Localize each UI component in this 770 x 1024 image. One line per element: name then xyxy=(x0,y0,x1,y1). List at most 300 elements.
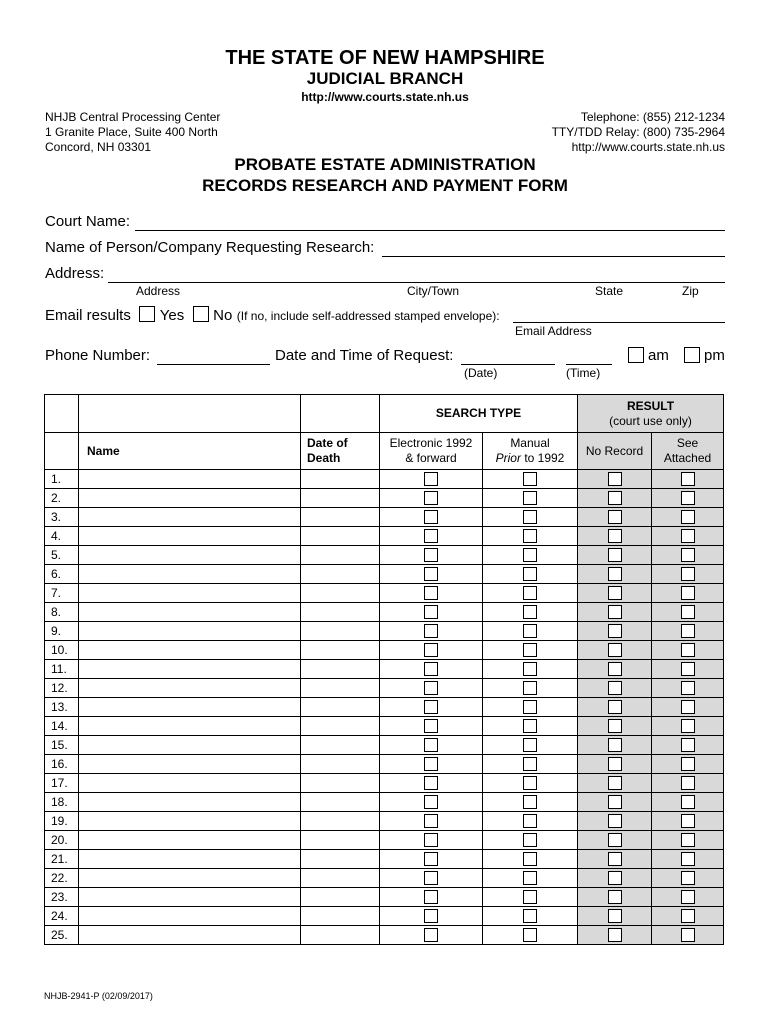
table-row xyxy=(45,926,724,945)
address-sub-city: City/Town xyxy=(407,284,460,298)
row-name-cell[interactable] xyxy=(79,603,301,622)
row-number: 17. xyxy=(45,774,79,793)
row-electronic-checkbox-cell xyxy=(380,641,483,660)
col-see-line-1: See xyxy=(676,436,699,450)
row-norecord-checkbox[interactable] xyxy=(608,586,622,600)
row-dod-cell[interactable] xyxy=(301,470,380,489)
header-blank-name xyxy=(79,395,301,433)
row-dod-cell[interactable] xyxy=(301,546,380,565)
row-electronic-checkbox[interactable] xyxy=(424,928,438,942)
form-title-line-1: PROBATE ESTATE ADMINISTRATION xyxy=(234,155,536,174)
row-see-attached-checkbox-cell xyxy=(652,888,724,907)
search-type-header: SEARCH TYPE xyxy=(380,395,578,433)
row-norecord-checkbox[interactable] xyxy=(608,472,622,486)
row-see-attached-checkbox[interactable] xyxy=(681,738,695,752)
row-dod-cell[interactable] xyxy=(301,527,380,546)
col-see-line-2: Attached xyxy=(663,451,712,465)
row-norecord-checkbox[interactable] xyxy=(608,491,622,505)
row-name-cell[interactable] xyxy=(79,793,301,812)
row-norecord-checkbox-cell xyxy=(578,850,652,869)
row-norecord-checkbox[interactable] xyxy=(608,890,622,904)
row-name-cell[interactable] xyxy=(79,584,301,603)
row-manual-checkbox[interactable] xyxy=(523,928,537,942)
row-number: 20. xyxy=(45,831,79,850)
table-row xyxy=(45,698,724,717)
row-number: 21. xyxy=(45,850,79,869)
row-manual-checkbox-cell xyxy=(483,888,578,907)
row-dod-cell[interactable] xyxy=(301,812,380,831)
row-electronic-checkbox[interactable] xyxy=(424,491,438,505)
row-manual-checkbox[interactable] xyxy=(523,567,537,581)
col-manual-prior: Prior xyxy=(495,451,521,465)
row-number: 16. xyxy=(45,755,79,774)
row-number: 8. xyxy=(45,603,79,622)
row-see-attached-checkbox[interactable] xyxy=(681,890,695,904)
row-name-cell[interactable] xyxy=(79,907,301,926)
row-norecord-checkbox[interactable] xyxy=(608,643,622,657)
row-electronic-checkbox[interactable] xyxy=(424,833,438,847)
row-electronic-checkbox[interactable] xyxy=(424,757,438,771)
row-norecord-checkbox[interactable] xyxy=(608,605,622,619)
row-see-attached-checkbox[interactable] xyxy=(681,700,695,714)
row-electronic-checkbox[interactable] xyxy=(424,472,438,486)
row-manual-checkbox[interactable] xyxy=(523,757,537,771)
row-dod-cell[interactable] xyxy=(301,831,380,850)
row-number: 22. xyxy=(45,869,79,888)
row-dod-cell[interactable] xyxy=(301,888,380,907)
row-norecord-checkbox[interactable] xyxy=(608,757,622,771)
row-electronic-checkbox-cell xyxy=(380,660,483,679)
col-see-header xyxy=(652,433,724,470)
row-name-cell[interactable] xyxy=(79,546,301,565)
row-manual-checkbox[interactable] xyxy=(523,814,537,828)
row-name-cell[interactable] xyxy=(79,679,301,698)
row-number: 7. xyxy=(45,584,79,603)
row-electronic-checkbox-cell xyxy=(380,546,483,565)
form-title-line-2: RECORDS RESEARCH AND PAYMENT FORM xyxy=(202,176,568,195)
row-electronic-checkbox-cell xyxy=(380,565,483,584)
row-number: 9. xyxy=(45,622,79,641)
row-dod-cell[interactable] xyxy=(301,793,380,812)
row-electronic-checkbox-cell xyxy=(380,679,483,698)
row-see-attached-checkbox-cell xyxy=(652,812,724,831)
row-electronic-checkbox-cell xyxy=(380,926,483,945)
row-electronic-checkbox[interactable] xyxy=(424,852,438,866)
row-manual-checkbox-cell xyxy=(483,546,578,565)
row-electronic-checkbox[interactable] xyxy=(424,605,438,619)
row-norecord-checkbox[interactable] xyxy=(608,814,622,828)
row-number: 2. xyxy=(45,489,79,508)
row-norecord-checkbox[interactable] xyxy=(608,909,622,923)
row-norecord-checkbox-cell xyxy=(578,565,652,584)
row-manual-checkbox-cell xyxy=(483,679,578,698)
address-sub-zip: Zip xyxy=(682,284,699,298)
row-see-attached-checkbox[interactable] xyxy=(681,681,695,695)
row-norecord-checkbox[interactable] xyxy=(608,681,622,695)
row-electronic-checkbox[interactable] xyxy=(424,795,438,809)
row-see-attached-checkbox-cell xyxy=(652,717,724,736)
table-row xyxy=(45,584,724,603)
row-electronic-checkbox[interactable] xyxy=(424,643,438,657)
row-manual-checkbox[interactable] xyxy=(523,700,537,714)
row-see-attached-checkbox-cell xyxy=(652,736,724,755)
table-row xyxy=(45,622,724,641)
row-manual-checkbox-cell xyxy=(483,831,578,850)
row-manual-checkbox[interactable] xyxy=(523,472,537,486)
row-dod-cell[interactable] xyxy=(301,641,380,660)
row-manual-checkbox-cell xyxy=(483,774,578,793)
time-field[interactable] xyxy=(566,364,612,365)
row-electronic-checkbox[interactable] xyxy=(424,890,438,904)
row-electronic-checkbox-cell xyxy=(380,869,483,888)
row-dod-cell[interactable] xyxy=(301,717,380,736)
row-dod-cell[interactable] xyxy=(301,584,380,603)
row-name-cell[interactable] xyxy=(79,470,301,489)
row-see-attached-checkbox-cell xyxy=(652,660,724,679)
row-see-attached-checkbox-cell xyxy=(652,546,724,565)
row-see-attached-checkbox[interactable] xyxy=(681,757,695,771)
row-manual-checkbox[interactable] xyxy=(523,909,537,923)
row-norecord-checkbox[interactable] xyxy=(608,833,622,847)
row-electronic-checkbox[interactable] xyxy=(424,719,438,733)
row-see-attached-checkbox[interactable] xyxy=(681,510,695,524)
am-label: am xyxy=(648,347,669,364)
table-row xyxy=(45,489,724,508)
row-see-attached-checkbox[interactable] xyxy=(681,586,695,600)
row-see-attached-checkbox[interactable] xyxy=(681,719,695,733)
col-manual-line-2 xyxy=(483,451,577,466)
row-norecord-checkbox[interactable] xyxy=(608,510,622,524)
row-manual-checkbox[interactable] xyxy=(523,719,537,733)
time-sub: (Time) xyxy=(566,366,601,380)
row-norecord-checkbox-cell xyxy=(578,489,652,508)
row-norecord-checkbox-cell xyxy=(578,926,652,945)
branch-heading: JUDICIAL BRANCH xyxy=(306,69,464,88)
row-norecord-checkbox[interactable] xyxy=(608,776,622,790)
row-see-attached-checkbox-cell xyxy=(652,508,724,527)
row-see-attached-checkbox-cell xyxy=(652,489,724,508)
row-norecord-checkbox-cell xyxy=(578,546,652,565)
row-see-attached-checkbox[interactable] xyxy=(681,814,695,828)
row-see-attached-checkbox[interactable] xyxy=(681,909,695,923)
header-blank-dod xyxy=(301,395,380,433)
row-manual-checkbox[interactable] xyxy=(523,890,537,904)
row-see-attached-checkbox-cell xyxy=(652,793,724,812)
row-norecord-checkbox[interactable] xyxy=(608,738,622,752)
row-electronic-checkbox[interactable] xyxy=(424,681,438,695)
email-results-row xyxy=(45,306,500,325)
date-field[interactable] xyxy=(461,364,555,365)
row-name-cell[interactable] xyxy=(79,869,301,888)
row-norecord-checkbox[interactable] xyxy=(608,928,622,942)
col-elec-line-2: & forward xyxy=(405,451,457,465)
row-dod-cell[interactable] xyxy=(301,679,380,698)
form-id: NHJB-2941-P (02/09/2017) xyxy=(44,991,153,1001)
row-electronic-checkbox-cell xyxy=(380,698,483,717)
col-manual-header xyxy=(483,433,578,470)
row-norecord-checkbox-cell xyxy=(578,831,652,850)
row-name-cell[interactable] xyxy=(79,717,301,736)
row-electronic-checkbox[interactable] xyxy=(424,624,438,638)
row-manual-checkbox-cell xyxy=(483,508,578,527)
row-manual-checkbox[interactable] xyxy=(523,586,537,600)
row-see-attached-checkbox-cell xyxy=(652,584,724,603)
row-name-cell[interactable] xyxy=(79,622,301,641)
row-norecord-checkbox-cell xyxy=(578,774,652,793)
contact-block xyxy=(552,110,725,155)
row-number: 18. xyxy=(45,793,79,812)
row-name-cell[interactable] xyxy=(79,774,301,793)
court-name-label: Court Name: xyxy=(45,213,131,230)
row-electronic-checkbox[interactable] xyxy=(424,909,438,923)
col-dod-header xyxy=(301,433,380,470)
row-electronic-checkbox[interactable] xyxy=(424,510,438,524)
row-name-cell[interactable] xyxy=(79,831,301,850)
row-manual-checkbox[interactable] xyxy=(523,795,537,809)
email-yes-checkbox[interactable] xyxy=(139,306,155,322)
record-rows xyxy=(45,470,724,945)
table-row xyxy=(45,793,724,812)
row-see-attached-checkbox[interactable] xyxy=(681,491,695,505)
row-norecord-checkbox-cell xyxy=(578,755,652,774)
row-name-cell[interactable] xyxy=(79,888,301,907)
row-dod-cell[interactable] xyxy=(301,850,380,869)
row-number: 13. xyxy=(45,698,79,717)
row-dod-cell[interactable] xyxy=(301,907,380,926)
row-electronic-checkbox-cell xyxy=(380,584,483,603)
table-row xyxy=(45,660,724,679)
row-name-cell[interactable] xyxy=(79,641,301,660)
row-name-cell[interactable] xyxy=(79,850,301,869)
row-dod-cell[interactable] xyxy=(301,489,380,508)
row-electronic-checkbox-cell xyxy=(380,603,483,622)
col-dod-line-1: Date of xyxy=(307,436,348,450)
address-block xyxy=(45,110,220,155)
row-electronic-checkbox[interactable] xyxy=(424,776,438,790)
address-field[interactable] xyxy=(108,282,725,283)
row-manual-checkbox[interactable] xyxy=(523,833,537,847)
row-see-attached-checkbox[interactable] xyxy=(681,605,695,619)
row-electronic-checkbox-cell xyxy=(380,470,483,489)
row-norecord-checkbox-cell xyxy=(578,527,652,546)
row-norecord-checkbox-cell xyxy=(578,470,652,489)
row-manual-checkbox[interactable] xyxy=(523,871,537,885)
row-dod-cell[interactable] xyxy=(301,926,380,945)
row-see-attached-checkbox-cell xyxy=(652,774,724,793)
row-electronic-checkbox[interactable] xyxy=(424,700,438,714)
row-see-attached-checkbox[interactable] xyxy=(681,852,695,866)
row-see-attached-checkbox-cell xyxy=(652,565,724,584)
row-norecord-checkbox-cell xyxy=(578,869,652,888)
row-manual-checkbox-cell xyxy=(483,717,578,736)
row-dod-cell[interactable] xyxy=(301,755,380,774)
row-see-attached-checkbox[interactable] xyxy=(681,871,695,885)
row-manual-checkbox[interactable] xyxy=(523,662,537,676)
row-norecord-checkbox[interactable] xyxy=(608,548,622,562)
row-manual-checkbox-cell xyxy=(483,698,578,717)
row-norecord-checkbox[interactable] xyxy=(608,871,622,885)
row-dod-cell[interactable] xyxy=(301,736,380,755)
row-dod-cell[interactable] xyxy=(301,698,380,717)
row-electronic-checkbox[interactable] xyxy=(424,567,438,581)
row-dod-cell[interactable] xyxy=(301,603,380,622)
row-electronic-checkbox[interactable] xyxy=(424,662,438,676)
row-norecord-checkbox-cell xyxy=(578,888,652,907)
requester-field[interactable] xyxy=(382,256,725,257)
row-manual-checkbox[interactable] xyxy=(523,548,537,562)
row-number: 12. xyxy=(45,679,79,698)
row-see-attached-checkbox[interactable] xyxy=(681,833,695,847)
table-row xyxy=(45,755,724,774)
row-norecord-checkbox[interactable] xyxy=(608,719,622,733)
row-see-attached-checkbox-cell xyxy=(652,603,724,622)
row-see-attached-checkbox[interactable] xyxy=(681,776,695,790)
col-norecord-header: No Record xyxy=(578,433,652,470)
header-url: http://www.courts.state.nh.us xyxy=(301,90,469,104)
row-see-attached-checkbox-cell xyxy=(652,470,724,489)
email-no-label: No xyxy=(213,307,233,324)
row-dod-cell[interactable] xyxy=(301,565,380,584)
row-name-cell[interactable] xyxy=(79,755,301,774)
row-dod-cell[interactable] xyxy=(301,869,380,888)
row-dod-cell[interactable] xyxy=(301,660,380,679)
table-row xyxy=(45,907,724,926)
row-norecord-checkbox[interactable] xyxy=(608,700,622,714)
row-electronic-checkbox[interactable] xyxy=(424,814,438,828)
row-norecord-checkbox[interactable] xyxy=(608,795,622,809)
row-manual-checkbox[interactable] xyxy=(523,738,537,752)
row-name-cell[interactable] xyxy=(79,926,301,945)
court-name-field[interactable] xyxy=(135,230,725,231)
row-number: 24. xyxy=(45,907,79,926)
row-see-attached-checkbox[interactable] xyxy=(681,643,695,657)
row-norecord-checkbox-cell xyxy=(578,584,652,603)
row-name-cell[interactable] xyxy=(79,812,301,831)
contact-phone: Telephone: (855) 212-1234 xyxy=(580,110,725,124)
row-electronic-checkbox-cell xyxy=(380,888,483,907)
row-manual-checkbox-cell xyxy=(483,660,578,679)
row-manual-checkbox-cell xyxy=(483,565,578,584)
contact-url: http://www.courts.state.nh.us xyxy=(571,140,725,154)
phone-label: Phone Number: xyxy=(45,347,151,364)
row-name-cell[interactable] xyxy=(79,489,301,508)
table-row xyxy=(45,850,724,869)
result-header xyxy=(578,395,724,433)
row-norecord-checkbox[interactable] xyxy=(608,662,622,676)
row-dod-cell[interactable] xyxy=(301,508,380,527)
row-see-attached-checkbox[interactable] xyxy=(681,529,695,543)
row-electronic-checkbox-cell xyxy=(380,850,483,869)
row-manual-checkbox-cell xyxy=(483,926,578,945)
col-manual-to: to 1992 xyxy=(520,451,565,465)
row-manual-checkbox-cell xyxy=(483,470,578,489)
row-electronic-checkbox[interactable] xyxy=(424,529,438,543)
row-norecord-checkbox[interactable] xyxy=(608,852,622,866)
row-manual-checkbox[interactable] xyxy=(523,491,537,505)
row-electronic-checkbox[interactable] xyxy=(424,548,438,562)
table-row xyxy=(45,888,724,907)
row-manual-checkbox[interactable] xyxy=(523,605,537,619)
result-title: RESULT xyxy=(626,398,675,413)
row-name-cell[interactable] xyxy=(79,698,301,717)
row-norecord-checkbox-cell xyxy=(578,508,652,527)
row-see-attached-checkbox[interactable] xyxy=(681,567,695,581)
row-electronic-checkbox-cell xyxy=(380,793,483,812)
date-sub: (Date) xyxy=(464,366,498,380)
row-manual-checkbox-cell xyxy=(483,907,578,926)
address-sub-address: Address xyxy=(136,284,181,298)
address-line-3: Concord, NH 03301 xyxy=(45,140,152,154)
row-name-cell[interactable] xyxy=(79,508,301,527)
row-number: 4. xyxy=(45,527,79,546)
row-manual-checkbox[interactable] xyxy=(523,624,537,638)
row-norecord-checkbox-cell xyxy=(578,641,652,660)
row-manual-checkbox[interactable] xyxy=(523,776,537,790)
email-address-field[interactable] xyxy=(513,322,725,323)
row-see-attached-checkbox[interactable] xyxy=(681,472,695,486)
row-manual-checkbox[interactable] xyxy=(523,643,537,657)
row-see-attached-checkbox-cell xyxy=(652,850,724,869)
col-elec-line-1: Electronic 1992 xyxy=(389,436,473,450)
row-electronic-checkbox[interactable] xyxy=(424,738,438,752)
row-manual-checkbox-cell xyxy=(483,736,578,755)
row-see-attached-checkbox-cell xyxy=(652,907,724,926)
row-number: 11. xyxy=(45,660,79,679)
row-see-attached-checkbox-cell xyxy=(652,622,724,641)
pm-checkbox[interactable] xyxy=(684,347,700,363)
row-manual-checkbox-cell xyxy=(483,622,578,641)
row-see-attached-checkbox-cell xyxy=(652,831,724,850)
row-name-cell[interactable] xyxy=(79,565,301,584)
row-see-attached-checkbox[interactable] xyxy=(681,548,695,562)
row-norecord-checkbox-cell xyxy=(578,736,652,755)
row-see-attached-checkbox-cell xyxy=(652,527,724,546)
row-dod-cell[interactable] xyxy=(301,622,380,641)
email-no-note: (If no, include self-addressed stamped envelope): xyxy=(236,309,500,323)
row-norecord-checkbox[interactable] xyxy=(608,567,622,581)
table-row xyxy=(45,508,724,527)
row-see-attached-checkbox[interactable] xyxy=(681,928,695,942)
email-no-checkbox[interactable] xyxy=(193,306,209,322)
row-electronic-checkbox[interactable] xyxy=(424,871,438,885)
am-checkbox[interactable] xyxy=(628,347,644,363)
row-manual-checkbox[interactable] xyxy=(523,852,537,866)
row-see-attached-checkbox[interactable] xyxy=(681,795,695,809)
row-see-attached-checkbox[interactable] xyxy=(681,662,695,676)
col-electronic-header xyxy=(380,433,483,470)
row-manual-checkbox[interactable] xyxy=(523,529,537,543)
row-electronic-checkbox-cell xyxy=(380,831,483,850)
row-norecord-checkbox[interactable] xyxy=(608,624,622,638)
table-row xyxy=(45,869,724,888)
row-number: 1. xyxy=(45,470,79,489)
row-norecord-checkbox-cell xyxy=(578,603,652,622)
row-manual-checkbox-cell xyxy=(483,869,578,888)
email-yes-label: Yes xyxy=(159,307,185,324)
row-name-cell[interactable] xyxy=(79,527,301,546)
row-name-cell[interactable] xyxy=(79,736,301,755)
row-manual-checkbox[interactable] xyxy=(523,510,537,524)
row-name-cell[interactable] xyxy=(79,660,301,679)
row-dod-cell[interactable] xyxy=(301,774,380,793)
row-manual-checkbox[interactable] xyxy=(523,681,537,695)
row-electronic-checkbox[interactable] xyxy=(424,586,438,600)
row-see-attached-checkbox[interactable] xyxy=(681,624,695,638)
row-manual-checkbox-cell xyxy=(483,793,578,812)
row-electronic-checkbox-cell xyxy=(380,907,483,926)
row-norecord-checkbox[interactable] xyxy=(608,529,622,543)
phone-field[interactable] xyxy=(157,364,270,365)
